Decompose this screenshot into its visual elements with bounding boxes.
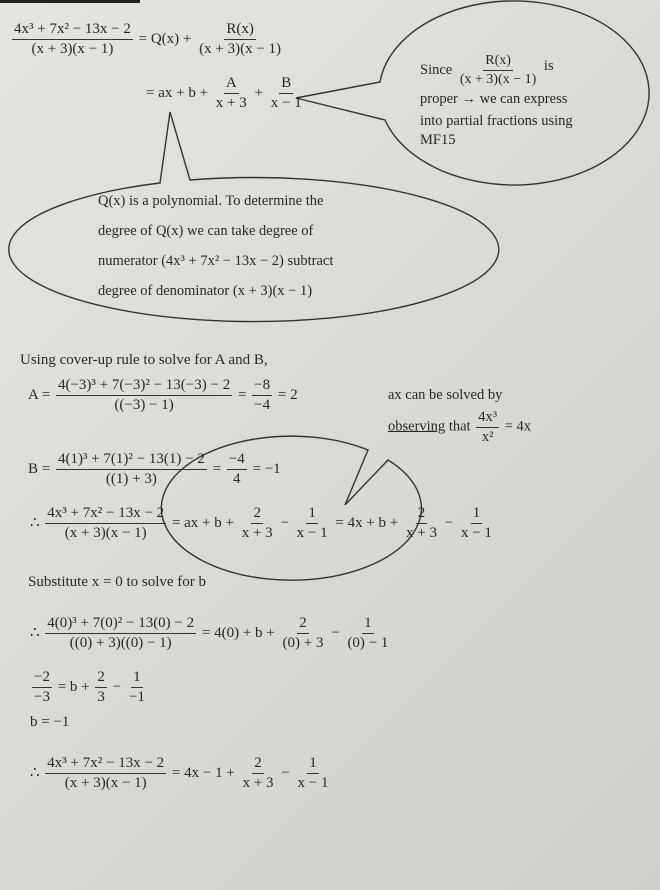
numerator: 1 <box>307 756 319 774</box>
therefore-symbol: ∴ <box>30 764 40 781</box>
bubble-right-text <box>420 54 573 150</box>
numerator: A <box>224 76 239 94</box>
a-result: = 2 <box>277 386 298 403</box>
denominator: (x + 3)(x − 1) <box>31 41 114 57</box>
numerator: 4(−3)³ + 7(−3)² − 13(−3) − 2 <box>56 378 232 396</box>
equals: = <box>212 460 222 477</box>
fraction-2 <box>296 756 331 791</box>
fraction-3 <box>404 506 439 541</box>
plus-sign: + <box>254 84 263 101</box>
denominator: (0) − 1 <box>347 635 389 651</box>
numerator: 2 <box>95 670 107 688</box>
observing-word: observing <box>388 418 446 435</box>
is-word: is <box>543 58 554 74</box>
denominator: x² <box>481 428 494 445</box>
equals-axb: = ax + b + <box>146 84 209 101</box>
denominator: (x + 3)(x − 1) <box>459 72 537 87</box>
fraction-2 <box>345 616 390 651</box>
denominator: −3 <box>34 689 50 705</box>
a-simplified-fraction <box>252 378 272 413</box>
denominator: −1 <box>128 689 145 705</box>
lhs-fraction <box>45 756 166 791</box>
numerator: 4x³ + 7x² − 13x − 2 <box>45 756 166 774</box>
numerator: 1 <box>131 670 143 688</box>
numerator: 2 <box>416 506 428 524</box>
a-fraction <box>214 76 249 111</box>
minus-sign: − <box>280 514 289 531</box>
denominator: (0) + 3 <box>282 635 324 651</box>
denominator: 3 <box>97 689 105 705</box>
minus-sign: − <box>331 624 340 641</box>
a-equation <box>28 378 298 413</box>
bubble-mid-line1: ax can be solved by <box>388 387 503 403</box>
fraction-4 <box>459 506 494 541</box>
bubble-left-text <box>98 186 333 306</box>
b-result-line: b = −1 <box>30 714 70 730</box>
fraction-1 <box>241 756 276 791</box>
bubble-right-line2: proper → we can express <box>420 91 568 107</box>
b-fraction <box>269 76 304 111</box>
equation-line-1 <box>10 22 285 57</box>
simplified-equation <box>30 670 149 705</box>
b-equation <box>28 452 281 487</box>
a-main-fraction <box>56 378 232 413</box>
denominator: x + 3 <box>241 525 273 541</box>
therefore-line-1 <box>30 506 496 541</box>
substitute-text: Substitute x = 0 to solve for b <box>28 574 207 590</box>
equals-b: = b + <box>57 678 90 695</box>
numerator: 1 <box>471 506 483 524</box>
bubble-right-line1 <box>420 54 573 87</box>
fraction-1 <box>281 616 326 651</box>
numerator: R(x) <box>224 22 256 40</box>
minus-sign: − <box>112 678 122 695</box>
lhs-fraction <box>45 616 196 651</box>
since-word: Since <box>420 61 453 78</box>
fraction-2 <box>295 506 330 541</box>
b-simplified-fraction <box>227 452 247 487</box>
fraction-2 <box>127 670 147 705</box>
numerator: 2 <box>252 756 264 774</box>
denominator: (x + 3)(x − 1) <box>64 775 147 791</box>
lhs-fraction <box>32 670 52 705</box>
bubble-right-line3: into partial fractions using <box>420 113 573 129</box>
denominator: −4 <box>254 397 271 413</box>
denominator: ((0) + 3)((0) − 1) <box>69 635 172 651</box>
bubble-mid-line2 <box>388 410 531 444</box>
numerator: −8 <box>252 378 272 396</box>
numerator: 1 <box>306 506 318 524</box>
numerator: 4x³ + 7x² − 13x − 2 <box>12 22 133 40</box>
denominator: 4 <box>233 471 241 487</box>
equals-q: = Q(x) + <box>138 30 192 47</box>
r-fraction <box>197 22 283 57</box>
lhs-fraction <box>12 22 133 57</box>
numerator: 4(1)³ + 7(1)² − 13(1) − 2 <box>56 452 207 470</box>
numerator: 4x³ <box>476 410 499 428</box>
cover-up-intro: Using cover-up rule to solve for A and B, <box>20 352 268 368</box>
fraction-1 <box>95 670 107 705</box>
denominator: x − 1 <box>297 775 329 791</box>
numerator: 4(0)³ + 7(0)² − 13(0) − 2 <box>45 616 196 634</box>
denominator: x + 3 <box>242 775 274 791</box>
numerator: 2 <box>297 616 309 634</box>
that-word: that <box>448 418 471 435</box>
bubble-right-fraction <box>458 54 538 87</box>
minus-sign: − <box>444 514 454 531</box>
numerator: B <box>279 76 293 94</box>
a-label: A = <box>28 386 51 403</box>
final-equation <box>30 756 332 791</box>
numerator: −2 <box>32 670 52 688</box>
b-result: = −1 <box>252 460 281 477</box>
denominator: x + 3 <box>406 525 437 541</box>
substitute-equation <box>30 616 392 651</box>
equals-rhs: = 4x − 1 + <box>171 764 235 781</box>
equals-axb: = ax + b + <box>171 514 234 531</box>
equation-line-2 <box>146 76 306 111</box>
bubble-left-line1: Q(x) is a polynomial. To determine the <box>98 193 324 209</box>
denominator: x − 1 <box>296 525 328 541</box>
denominator: x − 1 <box>460 525 492 541</box>
bubble-mid-fraction <box>476 410 499 444</box>
equals-rhs: = 4(0) + b + <box>201 624 275 641</box>
therefore-symbol: ∴ <box>30 514 40 531</box>
denominator: (x + 3)(x − 1) <box>64 525 147 541</box>
bubble-left-line4: degree of denominator (x + 3)(x − 1) <box>98 283 313 299</box>
numerator: 2 <box>251 506 263 524</box>
lhs-fraction <box>45 506 166 541</box>
therefore-symbol: ∴ <box>30 624 40 641</box>
bubble-mid-text <box>388 384 531 444</box>
numerator: 4x³ + 7x² − 13x − 2 <box>45 506 166 524</box>
minus-sign: − <box>281 764 290 781</box>
equals-4xb: = 4x + b + <box>335 514 399 531</box>
equals: = <box>237 386 247 403</box>
denominator: ((1) + 3) <box>105 471 157 487</box>
bubble-left-line2: degree of Q(x) we can take degree of <box>98 223 314 239</box>
bubble-mid-result: = 4x <box>504 418 531 435</box>
numerator: −4 <box>227 452 247 470</box>
denominator: x − 1 <box>270 95 302 111</box>
bubble-left-line3: numerator (4x³ + 7x² − 13x − 2) subtract <box>98 253 334 269</box>
denominator: (x + 3)(x − 1) <box>199 41 282 57</box>
fraction-1 <box>240 506 275 541</box>
denominator: x + 3 <box>215 95 247 111</box>
b-label: B = <box>28 460 51 477</box>
numerator: 1 <box>362 616 374 634</box>
denominator: ((−3) − 1) <box>114 397 174 413</box>
bubble-right-line4: MF15 <box>420 132 456 148</box>
b-main-fraction <box>56 452 207 487</box>
numerator: R(x) <box>483 54 513 71</box>
